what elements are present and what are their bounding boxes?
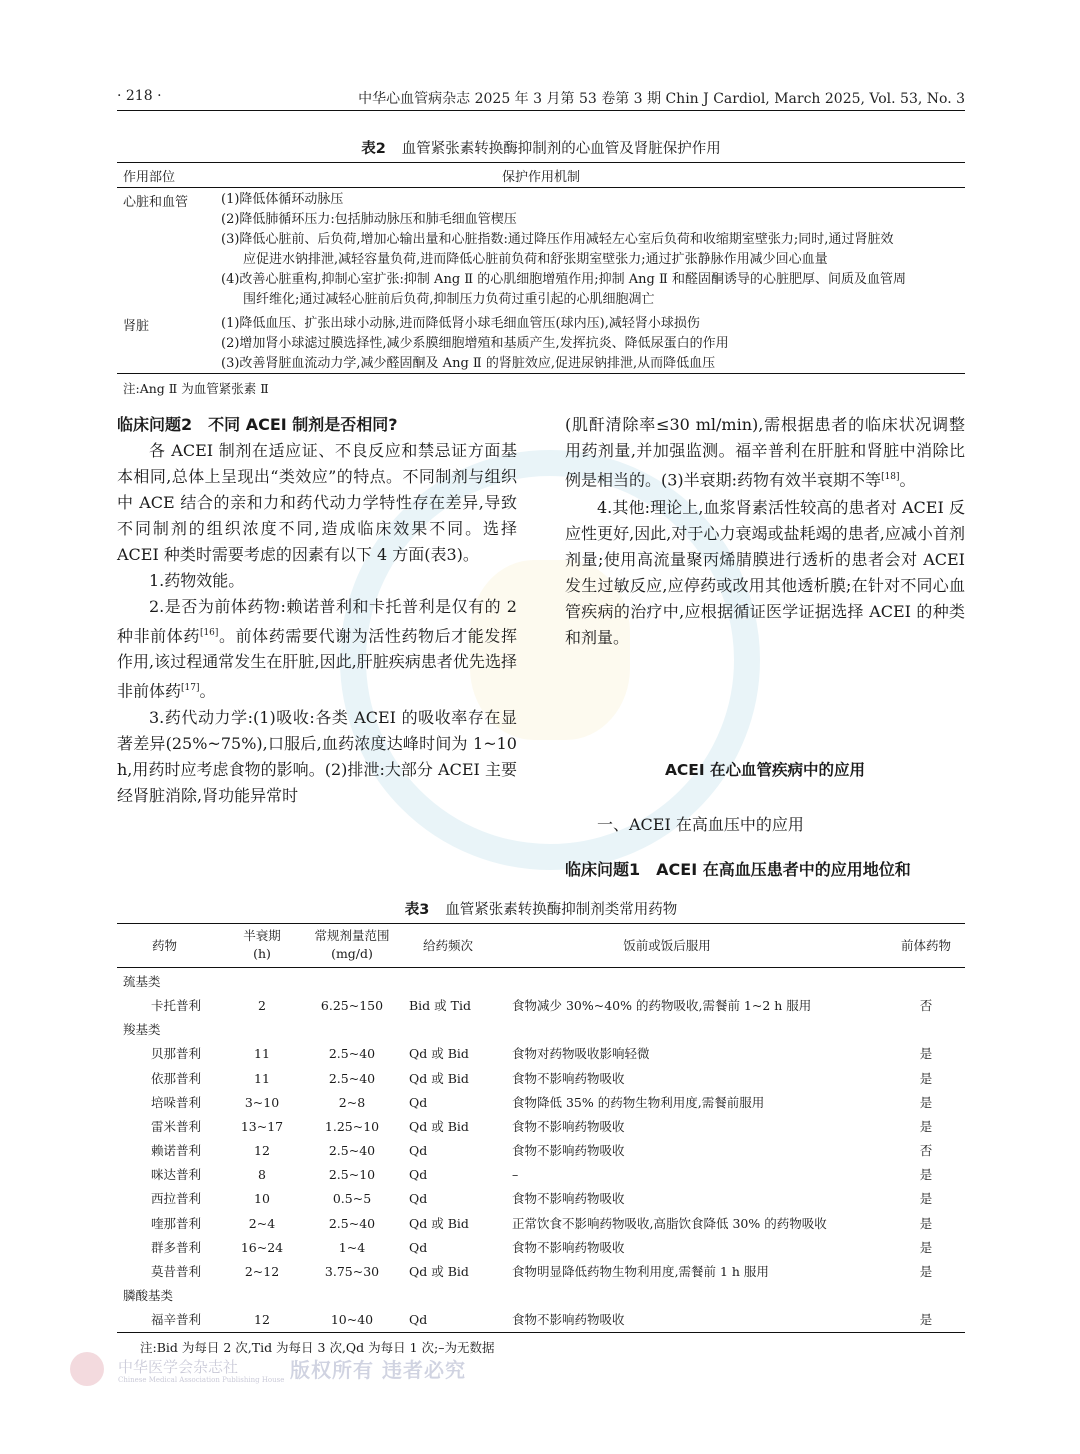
cell-meal: 食物明显降低药物生物利用度,需餐前 1 h 服用 [512,1263,769,1279]
cell-pro: 是 [919,1215,933,1231]
drug-category: 膦酸基类 [123,1287,174,1303]
table2-label: 表2 [361,141,386,157]
table-category-row [117,1284,965,1308]
table2-col2: 保护作用机制 [501,170,580,185]
th-half-life-label: 半衰期 [243,928,281,943]
table3-caption [117,898,965,919]
cell-dose: 2.5~40 [328,1070,376,1086]
cell-dose: 6.25~150 [320,998,384,1014]
table2-header [117,165,965,187]
table-row [117,994,965,1018]
th-frequency: 给药频次 [422,938,473,953]
cell-pro: 否 [919,998,933,1014]
table3-note: 注:Bid 为每日 2 次,Tid 为每日 3 次,Qd 为每日 1 次;–为无数据 [140,1340,495,1355]
cell-dose: 2.5~40 [328,1215,376,1231]
cell-meal: 食物不影响药物吸收 [512,1312,625,1328]
citation[interactable]: [16] [199,628,219,638]
table2-line: (3)降低心脏前、后负荷,增加心输出量和心脏指数:通过降压作用减轻左心室后负荷和收缩期室壁张力;同时,通过肾脏效 [221,232,894,247]
table2-line: (2)增加肾小球滤过膜选择性,减少系膜细胞增殖和基质产生,发挥抗炎、降低尿蛋白的作用 [221,336,729,351]
cell-dose: 2.5~40 [328,1143,376,1159]
cell-pro: 是 [919,1118,933,1134]
cell-meal: – [512,1167,519,1183]
cell-freq: Qd 或 Bid [409,1118,469,1134]
cell-drug: 依那普利 [151,1070,202,1086]
paragraph-text: 。前体药需要代谢为活性药物后才能发挥作用,该过程通常发生在肝脏,因此,肝脏疾病患者优先选择非前体药 [117,626,517,701]
table-row [117,1042,965,1066]
cell-drug: 西拉普利 [151,1191,202,1207]
table-row [117,1139,965,1163]
cell-freq: Qd 或 Bid [409,1046,469,1062]
paragraph-text: (肌酐清除率≤30 ml/min),需根据患者的临床状况调整用药剂量,并加强监测。福辛普利在肝脏和肾脏中消除比例是相当的。(3)半衰期:药物有效半衰期不等 [565,415,965,490]
cell-drug: 赖诺普利 [151,1143,202,1159]
paragraph: 3.药代动力学:(1)吸收:各类 ACEI 的吸收率存在显著差异(25%~75%),口服后,血药浓度达峰时间为 1~10 h,用药时应考虑食物的影响。(2)排泄:大部分 ACEI 主要经肾脏消除,肾功能异常时 [117,707,517,805]
th-drug: 药物 [151,938,177,953]
paragraph: 各 ACEI 制剂在适应证、不良反应和禁忌证方面基本相同,总体上呈现出“类效应”的特点。不同制剂与组织中 ACE 结合的亲和力和药代动力学特性存在差异,导致不同制剂的组织浓度不同,造成临床效果不同。选择 ACEI 种类时需要考虑的因素有以下 4 方面(表3)。 [117,441,517,564]
table2-line: (4)改善心脏重构,抑制心室扩张:抑制 Ang Ⅱ 的心肌细胞增殖作用;抑制 Ang Ⅱ 和醛固酮诱导的心脏肥厚、间质及血管周 [221,272,906,287]
cell-meal: 正常饮食不影响药物吸收,高脂饮食降低 30% 的药物吸收 [512,1215,827,1231]
cell-half: 11 [254,1046,270,1062]
paragraph [117,594,517,705]
question-1-heading: 临床问题1 ACEI 在高血压患者中的应用地位和 [565,860,911,879]
table2-group2-label: 肾脏 [123,319,150,334]
table3-label: 表3 [404,902,430,918]
table2-bottom-rule [117,373,965,374]
table-row [117,1187,965,1211]
cell-half: 2~4 [248,1215,276,1231]
paragraph: 4.其他:理论上,血浆肾素活性较高的患者对 ACEI 反应性更好,因此,对于心力衰竭或盐耗竭的患者,应减小首剂剂量;使用高流量聚丙烯腈膜进行透析的患者会对 ACEI 发生过敏反应,应停药或改用其他透析膜;在针对不同心血管疾病的治疗中,应根据循证医学证据选择 ACEI 的种类和剂量。 [565,498,965,648]
citation[interactable]: [18] [881,472,900,482]
cell-freq: Qd [409,1094,428,1110]
citation[interactable]: [17] [181,683,200,694]
cell-drug: 培哚普利 [151,1094,202,1110]
cell-dose: 2.5~10 [328,1167,376,1183]
cell-dose: 2.5~40 [328,1046,376,1062]
th-prodrug: 前体药物 [900,938,951,953]
cell-freq: Qd [409,1143,428,1159]
table2-title: 血管紧张素转换酶抑制剂的心血管及肾脏保护作用 [401,141,721,157]
cell-drug: 卡托普利 [151,998,202,1014]
cell-pro: 是 [919,1070,933,1086]
table2-group-kidney [117,314,965,374]
cell-meal: 食物降低 35% 的药物生物利用度,需餐前服用 [512,1094,765,1110]
table2-col1: 作用部位 [123,170,176,185]
cell-freq: Qd [409,1167,428,1183]
table2-line: 应促进水钠排泄,减轻容量负荷,进而降低心脏前负荷和舒张期室壁张力;通过扩张静脉作用减少回心血量 [243,252,828,267]
cell-meal: 食物减少 30%~40% 的药物吸收,需餐前 1~2 h 服用 [512,998,812,1014]
table2-group1-label: 心脏和血管 [123,195,189,210]
copyright-mark: 版权所有 违者必究 [290,1358,466,1382]
cell-drug: 莫昔普利 [151,1263,202,1279]
cell-dose: 10~40 [330,1312,374,1328]
cell-freq: Qd 或 Bid [409,1070,469,1086]
subsection-title: 一、ACEI 在高血压中的应用 [597,815,804,834]
cell-freq: Qd [409,1191,428,1207]
page-number: · 218 · [117,88,162,104]
cell-freq: Qd [409,1239,428,1255]
cell-half: 10 [254,1191,270,1207]
left-column [117,412,517,809]
table3-header-rule [117,967,965,968]
cell-drug: 喹那普利 [151,1215,202,1231]
table2-line: (3)改善肾脏血流动力学,减少醛固酮及 Ang Ⅱ 的肾脏效应,促进尿钠排泄,从而降低血压 [221,356,716,371]
cell-dose: 3.75~30 [324,1263,380,1279]
table3-top-rule [117,923,965,924]
drug-category: 巯基类 [123,974,161,989]
table-row [117,1260,965,1284]
table3-bottom-rule [117,1332,965,1333]
cell-half: 12 [254,1143,270,1159]
question-2-heading: 临床问题2 不同 ACEI 制剂是否相同? [117,415,398,434]
paragraph-text: 。 [199,681,216,701]
th-half-life [232,927,292,963]
table-row [117,1091,965,1115]
th-dose [302,927,402,963]
cell-freq: Bid 或 Tid [409,998,471,1014]
publisher-name-en: Chinese Medical Association Publishing House [118,1376,285,1384]
cell-pro: 是 [919,1191,933,1207]
table2-top-rule [117,162,965,163]
publisher-name: 中华医学会杂志社 [118,1358,239,1376]
table2-line: (1)降低血压、扩张出球小动脉,进而降低肾小球毛细血管压(球内压),减轻肾小球损伤 [221,316,700,331]
table3-title: 血管紧张素转换酶抑制剂类常用药物 [445,902,678,918]
cell-meal: 食物对药物吸收影响轻微 [512,1046,650,1062]
table2-caption [117,137,965,158]
publisher-logo [70,1352,104,1386]
cell-dose: 2~8 [338,1094,366,1110]
cell-half: 2 [258,998,266,1014]
table2-header-rule [117,187,965,188]
cell-drug: 咪达普利 [151,1167,202,1183]
table2-note: 注:Ang Ⅱ 为血管紧张素 Ⅱ [123,381,269,396]
paragraph-text: 2.是否为前体药物:赖诺普利和卡托普利是仅有的 2 种非前体药 [117,597,517,646]
table-row [117,1236,965,1260]
table2-line: (1)降低体循环动脉压 [221,192,344,207]
th-dose-label: 常规剂量范围 [314,928,390,943]
cell-freq: Qd 或 Bid [409,1215,469,1231]
cell-half: 2~12 [244,1263,280,1279]
right-column [565,412,965,651]
cell-pro: 是 [919,1263,933,1279]
cell-meal: 食物不影响药物吸收 [512,1070,625,1086]
cell-dose: 0.5~5 [332,1191,372,1207]
cell-freq: Qd [409,1312,428,1328]
journal-header: 中华心血管病杂志 2025 年 3 月第 53 卷第 3 期 Chin J Cardiol, March 2025, Vol. 53, No. 3 [358,91,965,107]
cell-pro: 否 [919,1143,933,1159]
table-row [117,1212,965,1236]
cell-pro: 是 [919,1046,933,1062]
cell-half: 12 [254,1312,270,1328]
cell-half: 11 [254,1070,270,1086]
table-category-row [117,970,965,994]
paragraph [565,412,965,493]
cell-half: 8 [258,1167,266,1183]
cell-half: 16~24 [240,1239,284,1255]
table-row [117,1115,965,1139]
cell-meal: 食物不影响药物吸收 [512,1239,625,1255]
cell-drug: 雷米普利 [151,1118,202,1134]
table2-group-heart [117,190,965,310]
paragraph-text: 。 [899,470,916,490]
th-meal: 饭前或饭后服用 [623,938,711,953]
table2-line: (2)降低肺循环压力:包括肺动脉压和肺毛细血管楔压 [221,212,517,227]
table2-line: 围纤维化;通过减轻心脏前后负荷,抑制压力负荷过重引起的心肌细胞凋亡 [243,292,655,307]
section-title: ACEI 在心血管疾病中的应用 [664,761,866,779]
table3-header [117,927,965,967]
table-row [117,1308,965,1332]
cell-drug: 群多普利 [151,1239,202,1255]
table3-body [117,970,965,1332]
cell-pro: 是 [919,1312,933,1328]
table-category-row [117,1018,965,1042]
th-dose-unit: (mg/d) [331,946,373,961]
paragraph: 1.药物效能。 [149,571,245,590]
cell-half: 13~17 [240,1118,284,1134]
th-half-life-unit: (h) [253,946,271,961]
header-rule [117,110,965,111]
drug-category: 羧基类 [123,1022,161,1038]
cell-pro: 是 [919,1094,933,1110]
cell-meal: 食物不影响药物吸收 [512,1143,625,1159]
cell-pro: 是 [919,1167,933,1183]
cell-freq: Qd 或 Bid [409,1263,469,1279]
table-row [117,1163,965,1187]
cell-pro: 是 [919,1239,933,1255]
table-row [117,1067,965,1091]
cell-drug: 福辛普利 [151,1312,202,1328]
cell-dose: 1.25~10 [324,1118,380,1134]
cell-dose: 1~4 [338,1239,366,1255]
cell-meal: 食物不影响药物吸收 [512,1191,625,1207]
cell-meal: 食物不影响药物吸收 [512,1118,625,1134]
cell-drug: 贝那普利 [151,1046,202,1062]
cell-half: 3~10 [244,1094,280,1110]
